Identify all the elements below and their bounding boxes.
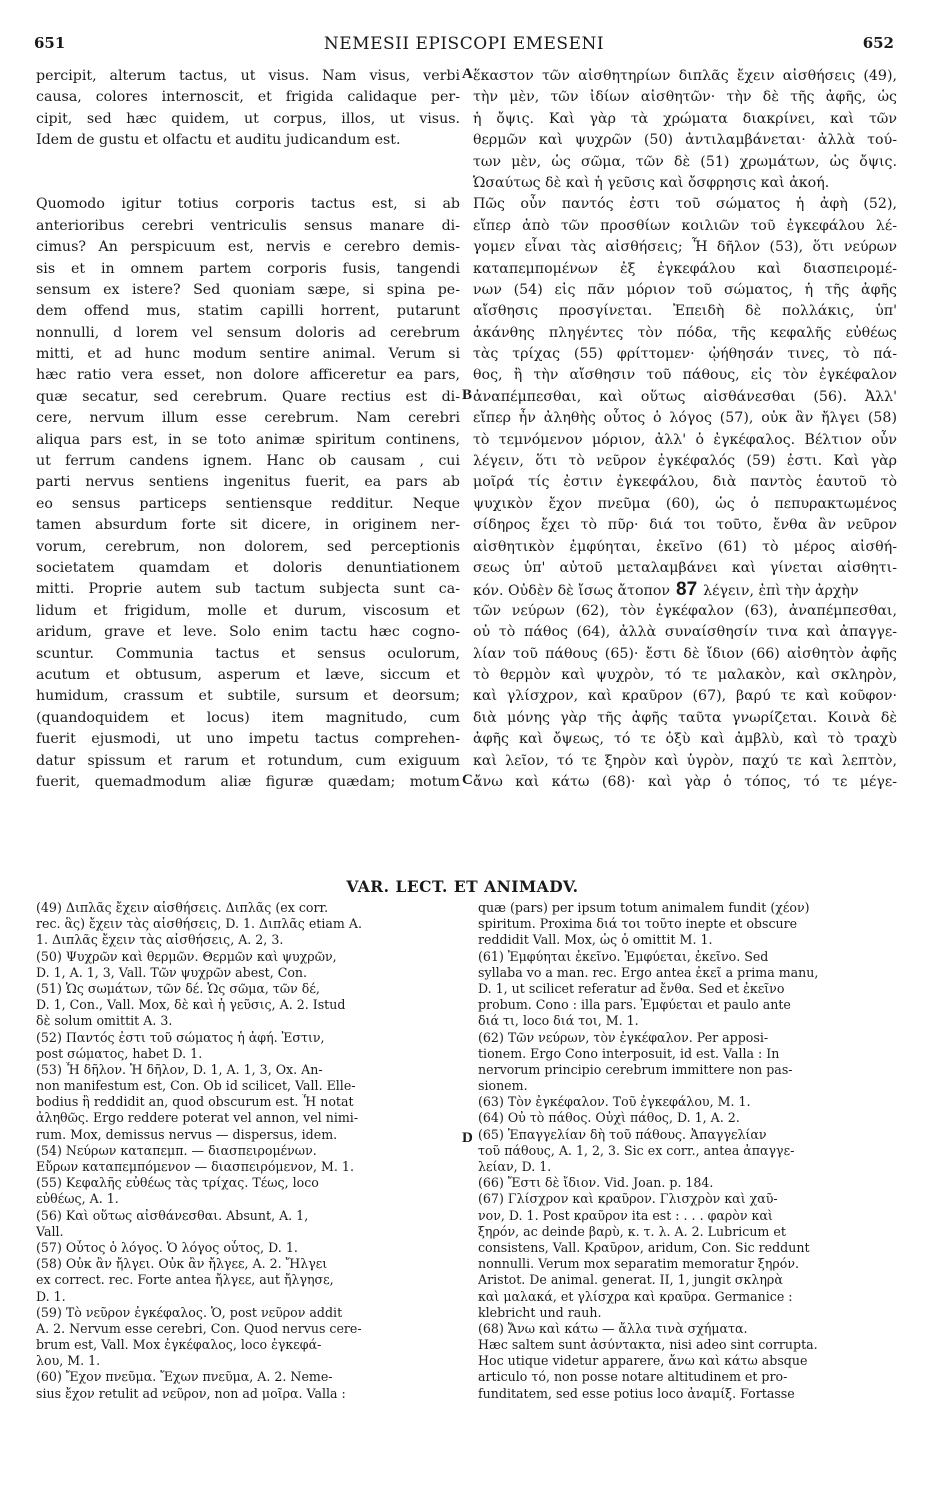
note-line: (63) Τὸν ἐγκέφαλον. Τοῦ ἐγκεφάλου, M. 1. xyxy=(478,1094,751,1110)
text-line: ut ferrum candens ignem. Hanc ob causam , cui xyxy=(36,453,460,470)
note-line: (58) Οὐκ ἂν ἤλγει. Οὐκ ἂν ἤλγεε, A. 2. Ἤλγει xyxy=(36,1256,328,1272)
note-line: brum est, Vall. Mox ἐγκέφαλος, loco ἐγκεφά- xyxy=(36,1337,322,1353)
text-line: nonnulli, d lorem vel sensum doloris ad cerebrum xyxy=(36,324,460,341)
note-line: D. 1, A. 1, 3, Vall. Τῶν ψυχρῶν abest, Con. xyxy=(36,964,308,980)
text-line: mitti. Proprie autem sub tactum subjecta sunt ca- xyxy=(36,581,460,598)
note-line: tionem. Ergo Cono interposuit, id est. Valla : In xyxy=(478,1045,780,1061)
text-line: ἀφῆς καὶ ὄψεως, τό τε ὀξὺ καὶ ἀμβλὺ, καὶ τὸ τραχὺ xyxy=(473,731,897,748)
note-line: (53) Ἦ δῆλον. Ἡ δῆλον, D. 1, A. 1, 3, Ox. An- xyxy=(36,1061,323,1077)
text-line: quæ secatur, sed cerebrum. Quare rectius est di- xyxy=(36,388,460,405)
text-line: των μὲν, ὡς σῶμα, τῶν δὲ (51) χρωμάτων, ὡς ὄψις. xyxy=(473,153,897,170)
note-line: non manifestum est, Con. Ob id scilicet, Vall. Elle- xyxy=(36,1078,356,1094)
note-line: bodius ἢ reddidit an, quod obscurum est. Ἦ notat xyxy=(36,1094,354,1110)
note-line: A. 2. Nervum esse cerebri, Con. Quod nervus cere- xyxy=(36,1320,362,1336)
margin-marker-d: D xyxy=(462,1130,473,1146)
note-line: spiritum. Proxima διά τοι τοῦτο inepte et obscure xyxy=(478,916,798,932)
note-line: rum. Mox, demissus nervus — dispersus, idem. xyxy=(36,1126,338,1142)
text-line: dem offend mus, statim capilli horrent, putarunt xyxy=(36,303,460,320)
note-line: reddidit Vall. Mox, ὡς ὁ omittit M. 1. xyxy=(478,932,713,948)
text-line: τὸ θερμὸν καὶ ψυχρὸν, τό τε μαλακὸν, καὶ σκληρὸν, xyxy=(473,666,897,683)
note-line: articulo τό, non posse notare altitudinem et pro- xyxy=(478,1369,788,1385)
page-number-left: 651 xyxy=(34,34,66,52)
note-line: τοῦ πάθους, A. 1, 2, 3. Sic ex corr., antea ἀπαγγε- xyxy=(478,1142,795,1158)
text-line: ἀναπέμπεσθαι, καὶ οὕτως αἰσθάνεσθαι (56). Ἀλλ' xyxy=(473,388,897,405)
text-line: anterioribus cerebri ventriculis sensus manare di- xyxy=(36,217,460,234)
text-line: vorum, cerebrum, non dolorem, sed perceptionis xyxy=(36,538,460,555)
note-line: εὐθέως, A. 1. xyxy=(36,1191,119,1207)
text-line: λίαν τοῦ πάθους (65)· ἔστι δὲ ἴδιον (66) αἰσθητὸν ἀφῆς xyxy=(473,645,897,662)
text-line: οὐ τὸ πάθος (64), ἀλλὰ συναίσθησίν τινα καὶ ἀπαγγε- xyxy=(473,624,897,641)
text-line: ἀκάνθης πληγέντες τὸν πόδα, τῆς κεφαλῆς εὐθέως xyxy=(473,324,897,341)
note-line: λου, M. 1. xyxy=(36,1353,101,1369)
note-line: nervorum principio cerebrum immittere non pas- xyxy=(478,1061,793,1077)
text-line: mitti, et ad hunc modum sentire animal. Verum si xyxy=(36,346,460,363)
note-line: rec. ἃς) ἔχειν τὰς αἰσθήσεις, D. 1. Διπλᾶς etiam A. xyxy=(36,916,362,932)
latin-text-column xyxy=(36,66,460,793)
text-line: datur spissum et rarum et rotundum, cum exiguum xyxy=(36,752,460,769)
text-line: καὶ λεῖον, τό τε ξηρὸν καὶ ὑγρὸν, παχύ τε καὶ λεπτὸν, xyxy=(473,752,897,769)
text-line: εἴπερ ἦν ἀληθὴς οὗτος ὁ λόγος (57), οὐκ ἂν ἤλγει (58) xyxy=(473,410,897,427)
text-line: fuerit ejusmodi, ut uno impetu tactus comprehen- xyxy=(36,731,460,748)
note-line: (52) Παντός ἐστι τοῦ σώματος ἡ ἀφή. Ἐστιν, xyxy=(36,1029,325,1045)
note-line: probum. Cono : illa pars. Ἐμφύεται et paulo ante xyxy=(478,997,791,1013)
note-line: sius ἔχον retulit ad νεῦρον, non ad μοῖρα. Valla : xyxy=(36,1385,346,1401)
text-line: αἰσθητικὸν ἐμφύηται, ἐκεῖνο (61) τὸ μέρος αἰσθή- xyxy=(473,538,897,555)
text-line: tamen absurdum forte sit dicere, in originem ner- xyxy=(36,517,460,534)
note-line: (60) Ἔχον πνεῦμα. Ἔχων πνεῦμα, A. 2. Neme- xyxy=(36,1369,333,1385)
text-line: σίδηρος ἔχει τὸ πῦρ· διά τοι τοῦτο, ἔνθα ἂν νεῦρον xyxy=(473,517,897,534)
text-line: lidum et frigidum, molle et durum, viscosum et xyxy=(36,602,460,619)
note-line: funditatem, sed esse potius loco ἀναμίξ. Fortasse xyxy=(478,1385,795,1401)
note-line: (65) Ἐπαγγελίαν δὴ τοῦ πάθους. Ἀπαγγελίαν xyxy=(478,1126,767,1142)
note-line: (50) Ψυχρῶν καὶ θερμῶν. Θερμῶν καὶ ψυχρῶν, xyxy=(36,948,337,964)
note-line: consistens, Vall. Κραῦρον, aridum, Con. Sic reddunt xyxy=(478,1239,810,1255)
note-line: post σώματος, habet D. 1. xyxy=(36,1045,203,1061)
page-number-right: 652 xyxy=(862,34,894,52)
text-line: αἴσθησις προσγίνεται. Ἐπειδὴ δὲ πολλάκις, ὑπ' xyxy=(473,303,897,320)
note-line: Εὔρων καταπεμπόμενον — διασπειρόμενον, M. 1. xyxy=(36,1159,354,1174)
note-line: δὲ solum omittit A. 3. xyxy=(36,1013,173,1029)
note-line: ἀληθῶς. Ergo reddere poterat vel annon, vel nimi- xyxy=(36,1110,359,1126)
note-line: διά τι, loco διά τοι, M. 1. xyxy=(478,1013,639,1029)
text-line: καταπεμπομένων ἐξ ἐγκεφάλου καὶ διασπειρομέ- xyxy=(473,260,897,277)
note-line: λείαν, D. 1. xyxy=(478,1159,552,1174)
margin-marker-c: C xyxy=(462,772,473,788)
text-line: γομεν εἶναι τὰς αἰσθήσεις; Ἦ δῆλον (53), ὅτι νεύρων xyxy=(473,239,897,256)
text-line: Ὡσαύτως δὲ καὶ ἡ γεῦσις καὶ ὄσφρησις καὶ ἀκοή. xyxy=(473,174,830,191)
text-line: θος, ἢ τὴν αἴσθησιν τοῦ πάθους, εἰς τὸν ἐγκέφαλον xyxy=(473,367,897,384)
note-line: καὶ μαλακά, et γλίσχρα καὶ κραῦρα. Germanice : xyxy=(478,1288,793,1304)
text-line: parti nervus sentiens ingenitus fuerit, ea pars ab xyxy=(36,474,460,491)
note-line: D. 1. xyxy=(36,1288,66,1304)
note-line: nonnulli. Verum mox separatim memoratur ξηρόν. xyxy=(478,1256,800,1272)
note-line: quæ (pars) per ipsum totum animalem fundit (χέον) xyxy=(478,900,810,915)
note-line: (49) Διπλᾶς ἔχειν αἰσθήσεις. Διπλᾶς (ex corr. xyxy=(36,900,329,915)
text-line: ἄνω καὶ κάτω (68)· καὶ γὰρ ὁ τόπος, τό τε μέγε- xyxy=(473,773,897,790)
text-line: cere, nervum illum esse cerebrum. Nam cerebri xyxy=(36,410,460,427)
text-line: ἕκαστον τῶν αἰσθητηρίων διπλᾶς ἔχειν αἰσθήσεις (49), xyxy=(473,68,897,84)
column-number-marker: 87 xyxy=(676,579,698,601)
notes-heading: VAR. LECT. ET ANIMADV. xyxy=(346,877,579,896)
text-line: τὴν μὲν, τῶν ἰδίων αἰσθητῶν· τὴν δὲ τῆς ἀφῆς, ὡς xyxy=(473,89,897,106)
text-line: percipit, alterum tactus, ut visus. Nam visus, verbi xyxy=(36,68,460,84)
text-line: Idem de gustu et olfactu et auditu judicandum est. xyxy=(36,132,401,149)
note-line: 1. Διπλᾶς ἔχειν τὰς αἰσθήσεις, A. 2, 3. xyxy=(36,932,284,948)
running-title: NEMESII EPISCOPI EMESENI xyxy=(323,34,605,54)
note-line: (57) Οὗτος ὁ λόγος. Ὁ λόγος οὗτος, D. 1. xyxy=(36,1239,298,1255)
text-line: Quomodo igitur totius corporis tactus est, si ab xyxy=(36,196,460,213)
text-line-tail: λέγειν, ἐπὶ τὴν ἀρχὴν xyxy=(703,583,859,600)
text-line: ἡ ὄψις. Καὶ γὰρ τὰ χρώματα διακρίνει, καὶ τῶν xyxy=(473,110,897,127)
note-line: Hoc utique videtur apparere, ἄνω καὶ κάτω absque xyxy=(478,1353,808,1369)
text-line: aridum, grave et leve. Solo enim tactu hæc cogno- xyxy=(36,624,460,641)
text-line: θερμῶν καὶ ψυχρῶν (50) ἀντιλαμβάνεται· ἀλλὰ τού- xyxy=(473,132,897,149)
text-line: cimus? An perspicuum est, nervis e cerebro demis- xyxy=(36,239,460,256)
note-line: (62) Τῶν νεύρων, τὸν ἐγκέφαλον. Per apposi- xyxy=(478,1029,769,1045)
note-line: (51) Ὡς σωμάτων, τῶν δέ. Ὡς σῶμα, τῶν δέ, xyxy=(36,980,320,996)
note-line: νον, D. 1. Post κραῦρον ita est : . . . φαρὸν καὶ xyxy=(478,1207,773,1223)
note-line: (67) Γλίσχρον καὶ κραῦρον. Γλισχρὸν καὶ χαῦ- xyxy=(478,1191,778,1207)
note-line: ex correct. rec. Forte antea ἤλγεε, aut ἤλγησε, xyxy=(36,1272,334,1288)
note-line: (54) Νεύρων καταπεμπ. — διασπειρομένων. xyxy=(36,1142,317,1158)
text-line: τῶν νεύρων (62), τὸν ἐγκέφαλον (63), ἀναπέμπεσθαι, xyxy=(473,602,897,619)
text-line: aliqua pars est, in se toto animæ spiritum continens, xyxy=(36,431,460,448)
greek-text-column xyxy=(473,66,897,793)
note-line: sionem. xyxy=(478,1078,528,1094)
text-line: εἴπερ ἀπὸ τῶν προσθίων κοιλιῶν τοῦ ἐγκεφάλου λέ- xyxy=(473,217,897,234)
text-line: fuerit, quemadmodum aliæ figuræ quædam; motum xyxy=(36,773,460,790)
text-line: (quandoquidem et locus) item magnitudo, cum xyxy=(36,709,460,726)
note-line: (56) Καὶ οὕτως αἰσθάνεσθαι. Absunt, A. 1, xyxy=(36,1207,309,1223)
note-line: syllaba vo a man. rec. Ergo antea ἐκεῖ a prima manu, xyxy=(478,964,819,980)
text-line: μοῖρά τίς ἐστιν ἐγκεφάλου, διὰ παντὸς ἑαυτοῦ τὸ xyxy=(473,474,897,491)
text-line: sis et in omnem partem corporis fusis, tangendi xyxy=(36,260,460,277)
text-line: λέγειν, ὅτι τὸ νεῦρον ἐγκέφαλός (59) ἐστι. Καὶ γὰρ xyxy=(473,453,897,470)
margin-marker-b: B xyxy=(462,387,473,403)
note-line: Hæc saltem sunt ἀσύντακτα, nisi adeo sint corrupta. xyxy=(478,1337,818,1353)
notes-right-column xyxy=(478,900,894,1402)
text-line: scuntur. Communia tactus et sensus oculorum, xyxy=(36,645,460,662)
note-line: (59) Τὸ νεῦρον ἐγκέφαλος. Ὁ, post νεῦρον addit xyxy=(36,1304,343,1320)
text-line xyxy=(36,173,460,194)
text-line: Πῶς οὖν παντός ἐστι τοῦ σώματος ἡ ἀφὴ (52), xyxy=(473,196,897,213)
note-line: Aristot. De animal. generat. II, 1, jungit σκληρὰ xyxy=(478,1272,783,1288)
text-line: ψυχικὸν ἔχον πνεῦμα (60), ὡς ὁ πεπυρακτωμένος xyxy=(473,495,897,512)
note-line: (61) Ἐμφύηται ἐκεῖνο. Ἐμφύεται, ἐκεῖνο. Sed xyxy=(478,948,769,964)
text-line: τὸ τεμνόμενον μόριον, ἀλλ' ὁ ἐγκέφαλος. Βέλτιον οὖν xyxy=(473,431,897,448)
note-line: klebricht und rauh. xyxy=(478,1304,602,1320)
notes-left-column xyxy=(36,900,466,1402)
note-line: (68) Ἄνω καὶ κάτω — ἄλλα τινὰ σχήματα. xyxy=(478,1320,748,1336)
text-line: cipit, sed hæc quidem, ut corpus, illos, ut visus. xyxy=(36,110,460,127)
note-line: D. 1, Con., Vall. Mox, δὲ καὶ ἡ γεῦσις, A. 2. Istud xyxy=(36,997,346,1013)
note-line: (66) Ἔστι δὲ ἴδιον. Vid. Joan. p. 184. xyxy=(478,1175,714,1191)
text-line: hæc ratio vera esset, non dolore afficeretur ea pars, xyxy=(36,367,460,384)
note-line: ξηρόν, ac deinde βαρὺ, κ. τ. λ. A. 2. Lubricum et xyxy=(478,1223,786,1239)
text-line: καὶ γλίσχρον, καὶ κραῦρον (67), βαρύ τε καὶ κοῦφον· xyxy=(473,688,897,705)
text-line: τὰς τρίχας (55) φρίττομεν· ᾠήθησάν τινες, τὸ πά- xyxy=(473,346,897,363)
text-line xyxy=(36,152,460,173)
text-line: causa, colores internoscit, et frigida calidaque per- xyxy=(36,89,460,106)
text-line: societatem quamdam et doloris denuntiationem xyxy=(36,559,460,576)
note-line: D. 1, ut scilicet referatur ad ἔνθα. Sed et ἐκεῖνο xyxy=(478,980,785,996)
text-line: σεως ὑπ' αὐτοῦ μεταλαμβάνει καὶ γίνεται αἰσθητι- xyxy=(473,559,897,576)
note-line: Vall. xyxy=(36,1223,64,1239)
margin-marker-a: A xyxy=(462,66,473,82)
text-line: sensum ex istere? Sed quoniam sæpe, si spina pe- xyxy=(36,281,460,298)
text-line: humidum, crassum et subtile, sursum et deorsum; xyxy=(36,688,460,705)
text-line: κόν. Οὐδὲν δὲ ἴσως ἄτοπον 87 λέγειν, ἐπὶ τὴν ἀρχὴν xyxy=(473,579,859,601)
text-line: acutum et obtusum, asperum et læve, siccum et xyxy=(36,666,460,683)
text-line: διὰ μόνης γὰρ τῆς ἀφῆς ταῦτα γνωρίζεται. Κοινὰ δὲ xyxy=(473,709,897,726)
text-line: νων (54) εἰς πᾶν μόριον τοῦ σώματος, ἡ τῆς ἀφῆς xyxy=(473,281,897,298)
note-line: (55) Κεφαλῆς εὐθέως τὰς τρίχας. Τέως, loco xyxy=(36,1175,319,1191)
text-line: eo sensus particeps sentiensque redditur. Neque xyxy=(36,495,460,512)
page-header xyxy=(34,34,894,58)
note-line: (64) Οὐ τὸ πάθος. Οὐχὶ πάθος, D. 1, A. 2. xyxy=(478,1110,740,1126)
